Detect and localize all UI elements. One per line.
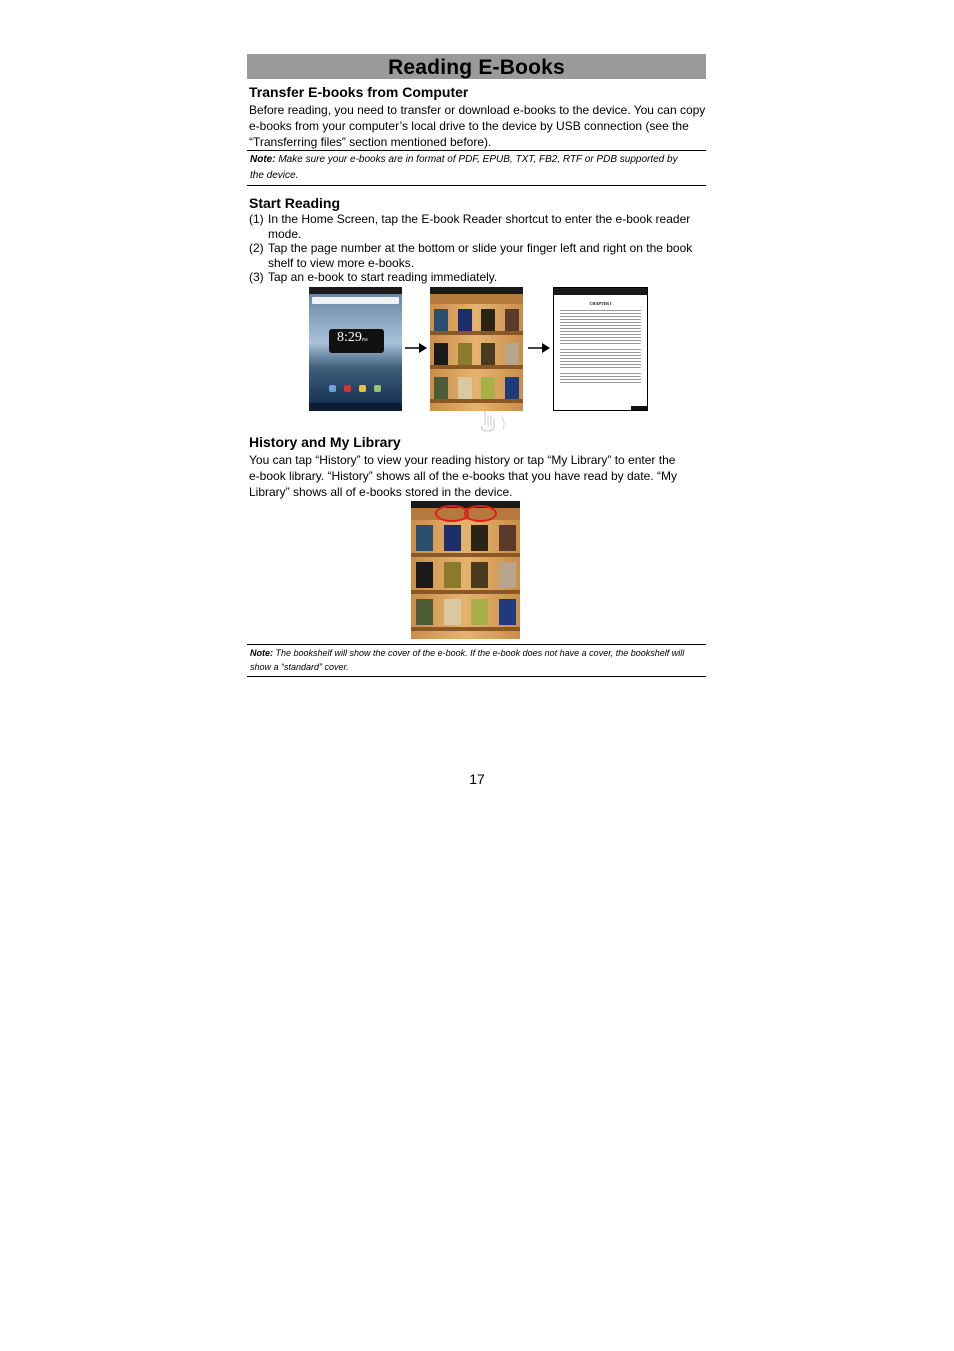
history-line: You can tap “History” to view your reading history or tap “My Library” to enter the xyxy=(249,453,676,467)
book-cover xyxy=(416,525,433,551)
shelf-plank xyxy=(430,331,523,335)
dock-bar xyxy=(309,403,402,411)
step-item xyxy=(249,212,709,241)
book-cover xyxy=(434,309,448,331)
note-label: Note: xyxy=(250,648,273,658)
book-cover xyxy=(444,562,461,588)
clock-time: 8:29 xyxy=(337,330,362,345)
book-cover xyxy=(444,525,461,551)
history-line: Library” shows all of e-books stored in the device. xyxy=(249,485,513,499)
hand-tap-icon xyxy=(477,407,509,433)
page-title: Reading E-Books xyxy=(388,56,565,79)
book-cover xyxy=(416,599,433,625)
transfer-line: Before reading, you need to transfer or download e-books to the device. You can copy xyxy=(249,103,706,117)
history-line: e-book library. “History” shows all of the e-books that you have read by date. “My xyxy=(249,469,677,483)
step-text: Tap the page number at the bottom or slide your finger left and right on the book xyxy=(268,241,693,256)
shelf-plank xyxy=(411,627,520,631)
app-icon xyxy=(359,385,366,392)
book-cover xyxy=(434,343,448,365)
clock-suffix: PM xyxy=(361,337,368,342)
note-text: Make sure your e-books are in format of PDF, EPUB, TXT, FB2, RTF or PDB supported by xyxy=(275,154,678,165)
book-cover xyxy=(481,377,495,399)
divider xyxy=(247,676,706,677)
note-text: The bookshelf will show the cover of the e-book. If the e-book does not have a cover, the bookshelf will xyxy=(273,648,685,658)
book-cover xyxy=(499,562,516,588)
status-bar xyxy=(411,501,520,508)
status-bar xyxy=(309,287,402,294)
step-number: (1) xyxy=(249,212,264,226)
arrow-right-icon xyxy=(528,343,550,353)
step-text: mode. xyxy=(268,226,302,241)
book-cover xyxy=(499,599,516,625)
page-indicator xyxy=(631,406,647,410)
divider xyxy=(247,644,706,645)
start-reading-steps xyxy=(249,212,709,285)
transfer-note xyxy=(250,152,708,184)
clock-widget xyxy=(329,329,384,353)
library-screenshot xyxy=(411,501,520,639)
step-item xyxy=(249,270,709,285)
book-cover xyxy=(471,599,488,625)
bookshelf-screenshot xyxy=(430,287,523,411)
divider xyxy=(247,150,706,151)
chapter-title: CHAPTER I xyxy=(589,301,612,306)
note-text: the device. xyxy=(250,170,299,181)
book-cover xyxy=(505,343,519,365)
step-text: Tap an e-book to start reading immediately. xyxy=(268,270,498,285)
title-bar xyxy=(247,54,706,79)
shelf-plank xyxy=(411,590,520,594)
transfer-line: e-books from your computer’s local drive to the device by USB connection (see the xyxy=(249,119,689,133)
my-library-tab-highlight xyxy=(464,505,497,522)
ebook-reader-shortcut-icon xyxy=(344,385,351,392)
bookshelf-note xyxy=(250,646,710,674)
book-cover xyxy=(505,309,519,331)
step-text: In the Home Screen, tap the E-book Reader shortcut to enter the e-book reader xyxy=(268,212,691,226)
book-cover xyxy=(458,343,472,365)
book-cover xyxy=(458,309,472,331)
step-number: (3) xyxy=(249,270,264,285)
book-cover xyxy=(416,562,433,588)
book-cover xyxy=(471,525,488,551)
book-cover xyxy=(481,309,495,331)
note-label: Note: xyxy=(250,154,276,165)
reader-screenshot xyxy=(553,287,648,411)
history-paragraph xyxy=(249,452,709,500)
step-text: shelf to view more e-books. xyxy=(268,255,415,270)
shelf-plank xyxy=(411,553,520,557)
shelf-plank xyxy=(430,365,523,369)
shelf-top-bar xyxy=(430,294,523,304)
book-cover xyxy=(505,377,519,399)
book-cover xyxy=(444,599,461,625)
history-library-heading: History and My Library xyxy=(249,434,401,450)
search-bar xyxy=(312,297,399,304)
arrow-right-icon xyxy=(405,343,427,353)
home-screen-screenshot xyxy=(309,287,402,411)
page-number: 17 xyxy=(469,771,485,787)
step-number: (2) xyxy=(249,241,264,256)
book-cover xyxy=(499,525,516,551)
note-text: show a “standard” cover. xyxy=(250,662,349,672)
status-bar xyxy=(430,287,523,294)
transfer-line: “Transferring files” section mentioned before). xyxy=(249,135,492,149)
app-icon xyxy=(374,385,381,392)
book-cover xyxy=(471,562,488,588)
book-cover xyxy=(481,343,495,365)
transfer-paragraph xyxy=(249,102,709,150)
status-bar xyxy=(554,288,647,295)
shelf-plank xyxy=(430,399,523,403)
step-item xyxy=(249,241,709,270)
app-icon xyxy=(329,385,336,392)
transfer-heading: Transfer E-books from Computer xyxy=(249,84,469,100)
divider xyxy=(247,185,706,186)
reader-text-block xyxy=(554,310,647,383)
start-reading-heading: Start Reading xyxy=(249,195,341,211)
book-cover xyxy=(458,377,472,399)
book-cover xyxy=(434,377,448,399)
